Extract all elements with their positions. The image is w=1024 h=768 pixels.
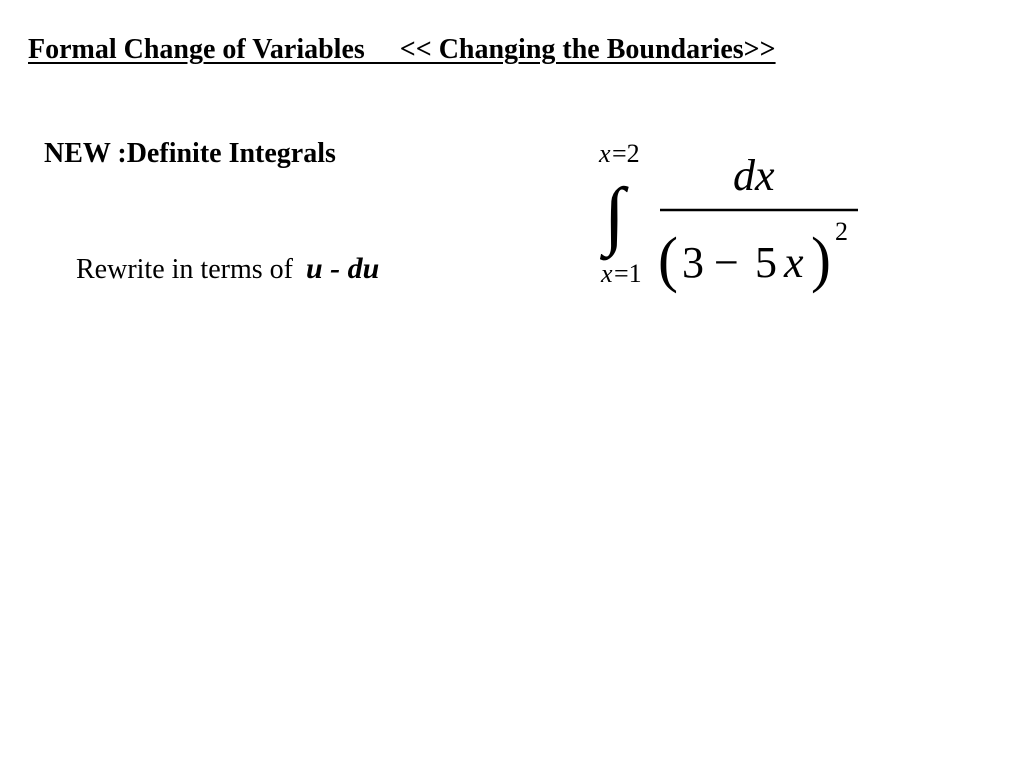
integral-svg: [590, 130, 880, 300]
open-paren: (: [658, 224, 678, 295]
slide-title: Formal Change of Variables << Changing the Boundaries>>: [28, 34, 776, 65]
denominator-variable: x: [784, 238, 804, 287]
numerator: dx: [733, 151, 775, 200]
section-heading: NEW :Definite Integrals: [44, 138, 336, 169]
lower-limit-variable: x: [601, 259, 613, 288]
minus-sign: −: [714, 238, 739, 287]
instruction-line: [62, 220, 379, 286]
denominator-constant: 3: [682, 238, 704, 287]
integral-expression: [590, 130, 880, 300]
instruction-emphasis: u - du: [305, 252, 380, 285]
upper-limit-value: =2: [612, 139, 640, 168]
denominator-coefficient: 5: [755, 238, 777, 287]
upper-limit-variable: x: [599, 139, 611, 168]
integral-sign: ∫: [604, 173, 625, 257]
exponent: 2: [835, 217, 848, 246]
lower-limit-value: =1: [614, 259, 642, 288]
close-paren: ): [811, 224, 831, 295]
instruction-text: Rewrite in terms of: [76, 254, 300, 285]
